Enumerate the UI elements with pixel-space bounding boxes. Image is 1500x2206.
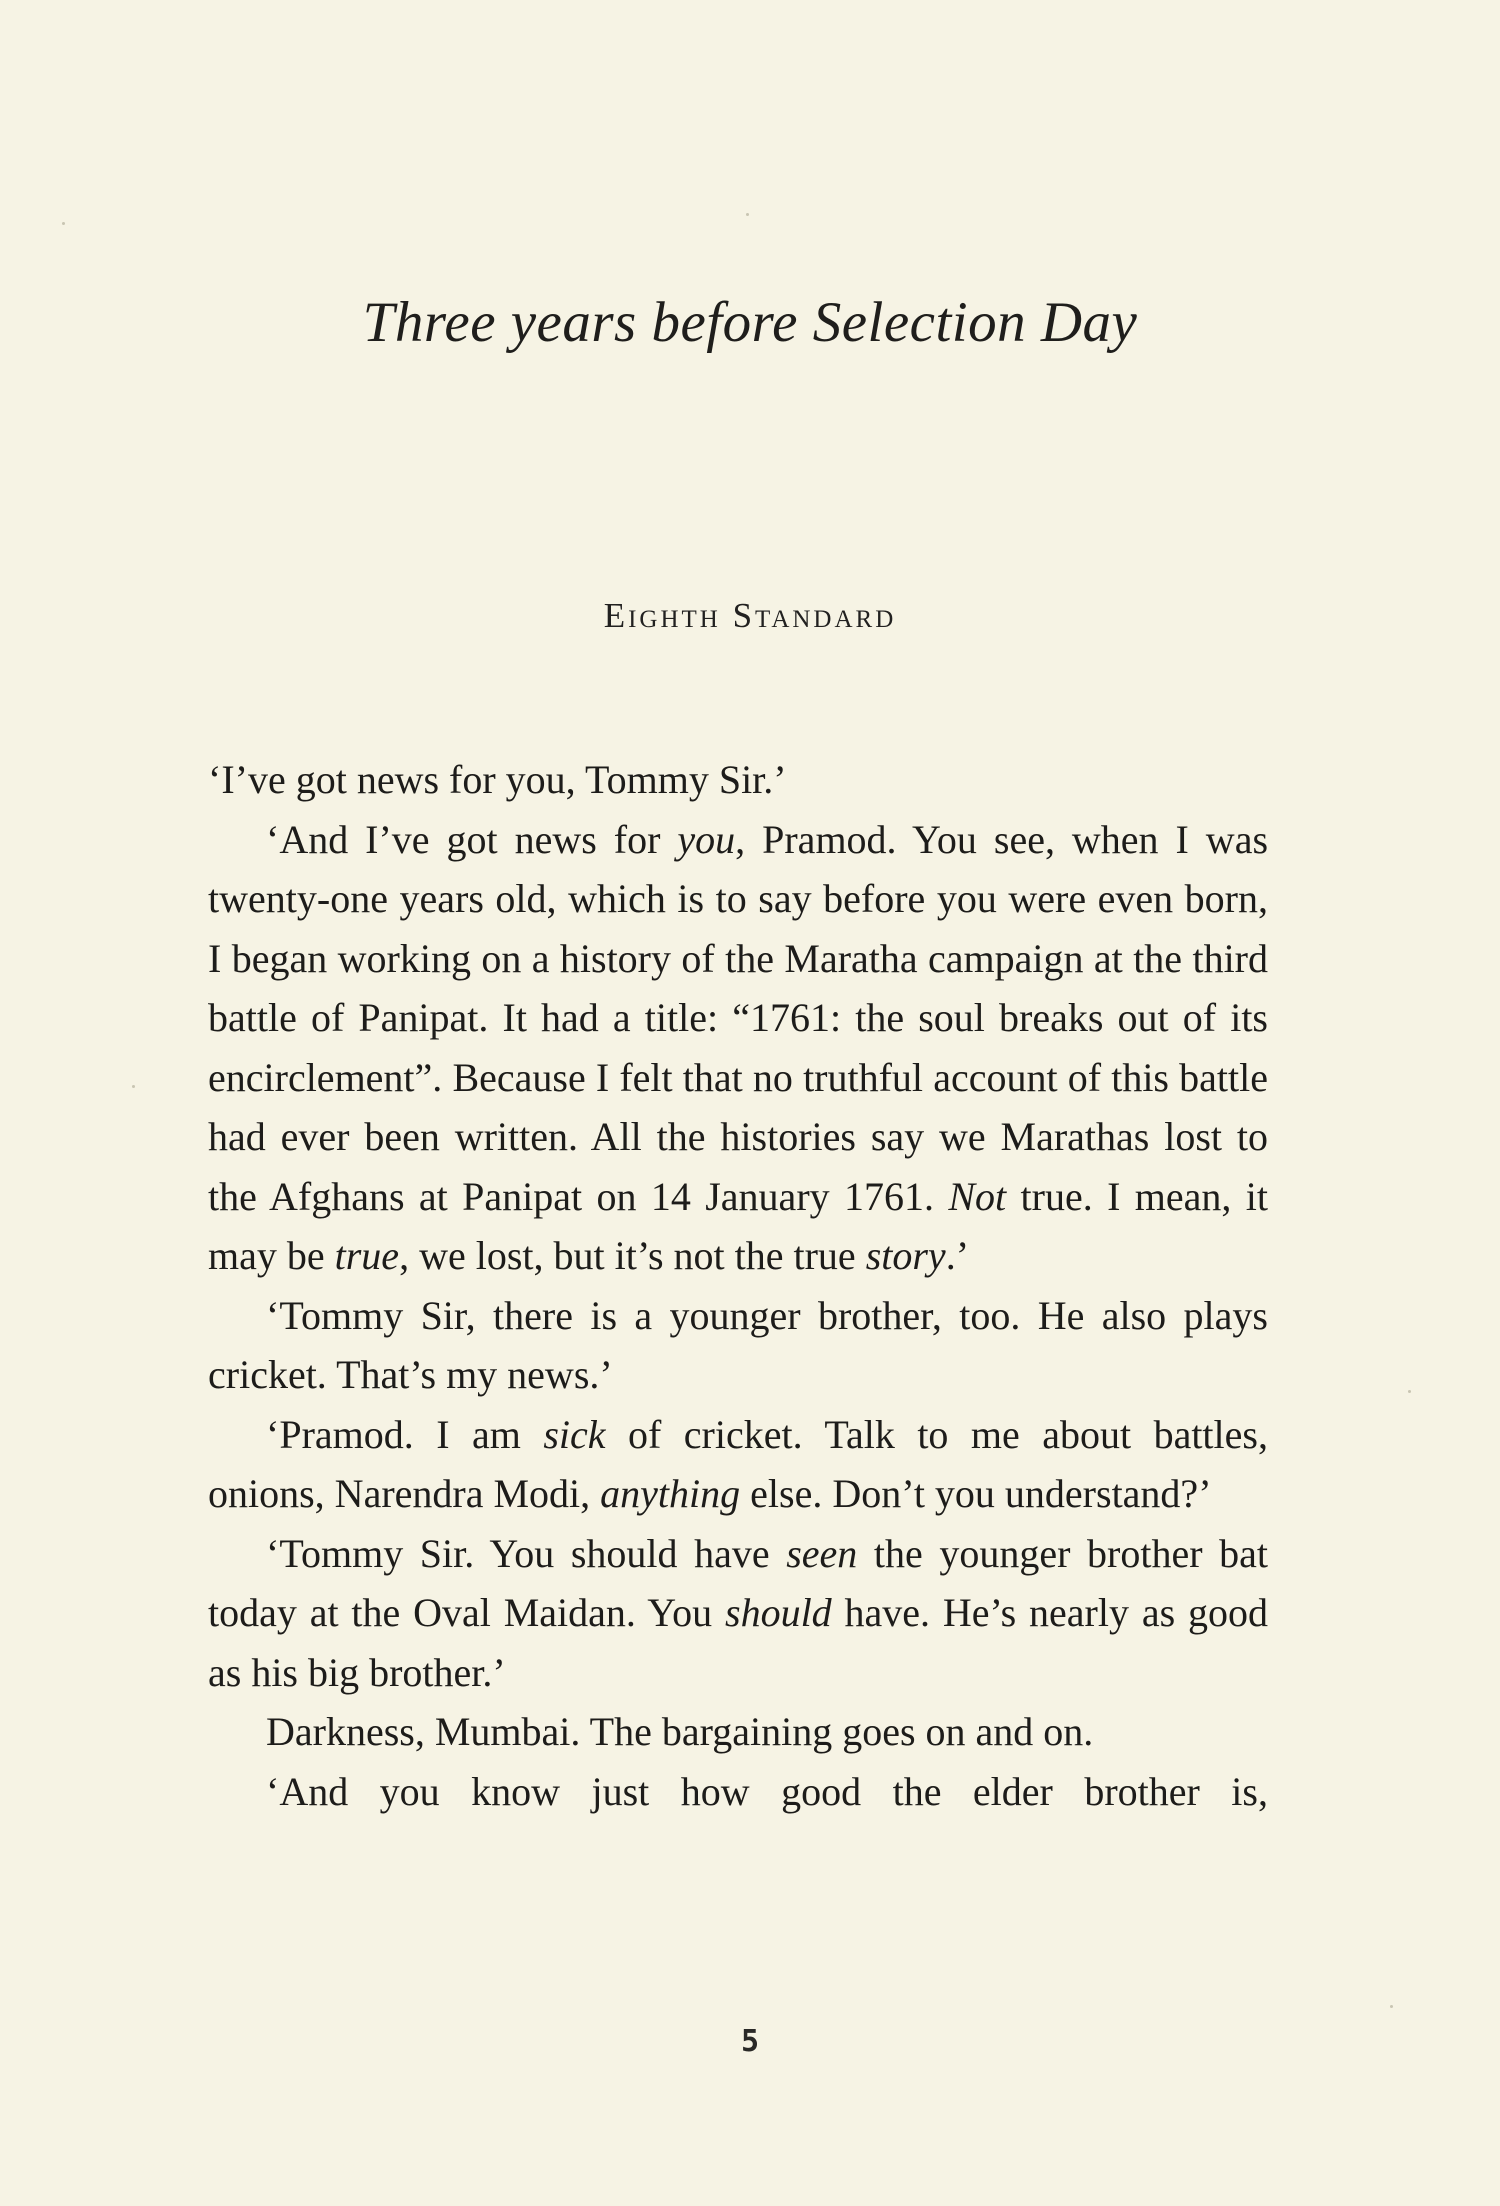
italic-text: anything [600, 1471, 741, 1516]
italic-text: story [865, 1233, 946, 1278]
paper-speck [746, 213, 749, 216]
paragraph [208, 750, 1268, 810]
italic-text: seen [786, 1530, 858, 1576]
text-run: ‘And you know just how good the elder brother is, [266, 1768, 1268, 1814]
text-run: have. He’s nearly as good as his big brother.’ [208, 1590, 1268, 1695]
paragraph [208, 1702, 1268, 1762]
chapter-title: Eighth Standard [603, 596, 897, 635]
text-run: ‘Pramod. I am [266, 1411, 544, 1457]
paragraph [208, 810, 1268, 1286]
page-number: 5 [740, 2024, 760, 2059]
text-run: Darkness, Mumbai. The bargaining goes on and on. [266, 1709, 1094, 1754]
paper-speck [1390, 2005, 1393, 2008]
text-run: ‘And I’ve got news for [266, 816, 678, 862]
text-run: ‘I’ve got news for you, Tommy Sir.’ [208, 757, 787, 802]
text-run: ‘Tommy Sir, there is a younger brother, too. He also plays cricket. That’s my news.’ [208, 1292, 1268, 1397]
italic-text: sick [543, 1411, 606, 1457]
text-run: .’ [945, 1233, 970, 1278]
italic-text: you [677, 816, 736, 862]
text-run: of cricket. Talk to me about battles, onions, Narendra Modi, [208, 1411, 1268, 1516]
text-run: , we lost, but it’s not the true [399, 1233, 866, 1278]
text-run: else. Don’t you understand?’ [740, 1471, 1212, 1516]
text-run: ‘Tommy Sir. You should have [266, 1530, 787, 1576]
text-run: the younger brother bat today at the Oval Maidan. You [208, 1530, 1268, 1635]
paper-speck [1408, 1390, 1411, 1393]
paper-speck [62, 222, 65, 225]
italic-text: should [725, 1590, 832, 1635]
text-run: , Pramod. You see, when I was twenty-one years old, which is to say before you were even born, I began working on a history of the Maratha campaign at the third battle of Panipat. It had a title: “1761: the soul breaks out of its encirclement”. Because I felt that no truthful account of this battle had ever been written. All the histories say we Marathas lost to the Afghans at Panipat on 14 January 1761. [208, 816, 1269, 1219]
paragraph [208, 1762, 1268, 1822]
paragraph [208, 1524, 1268, 1703]
paragraph [208, 1286, 1268, 1405]
italic-text: true [334, 1233, 400, 1278]
paper-speck [132, 1085, 135, 1088]
paragraph [208, 1405, 1268, 1524]
text-run: true. I mean, it may be [208, 1173, 1268, 1278]
part-title: Three years before Selection Day [362, 291, 1138, 354]
body-text [208, 750, 1268, 1821]
italic-text: Not [948, 1173, 1007, 1219]
